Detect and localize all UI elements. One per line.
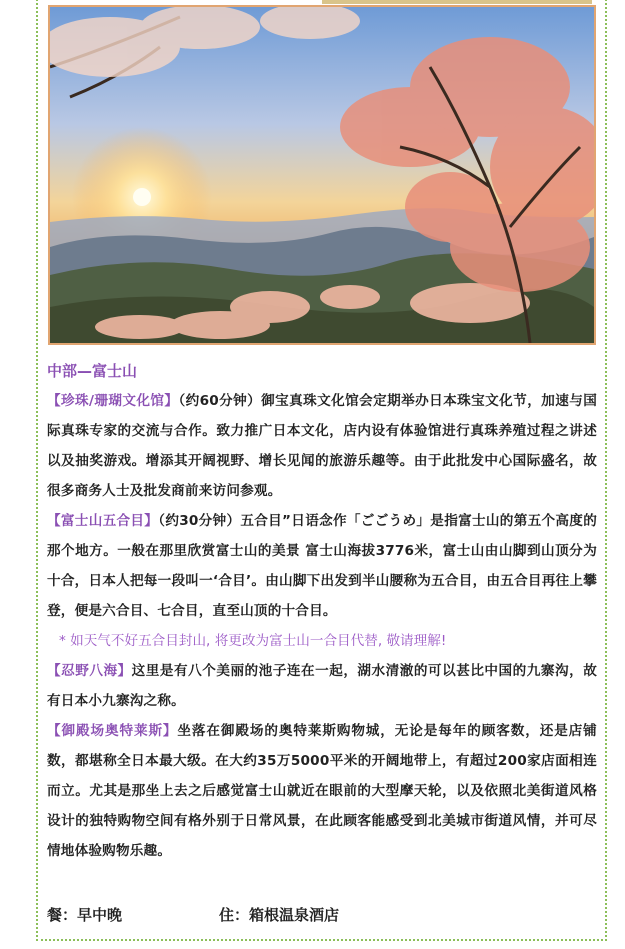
item-pearl-museum [47,386,597,506]
meal-info: 餐：早中晚 [47,906,123,924]
cherry-blossom-photo [48,5,596,345]
landscape-photo-icon [50,7,594,343]
item-text: 坐落在御殿场的奥特莱斯购物城，无论是每年的顾客数，还是店铺数，都堪称全日本最大级。在大约35万5000平米的开阔地带上，有超过200家店面相连而立。尤其是那坐上去之后感觉富士山就近在眼前的大型摩天轮，以及依照北美街道风格设计的独特购物空间有格外别于日常风景，在此顾客能感受到北美城市街道风情，并可尽情地体验购物乐趣。 [47,723,597,859]
itinerary-content [47,358,597,866]
item-oshino-hakkai [47,656,597,716]
weather-note: * 如天气不好五合目封山, 将更改为富士山一合目代替, 敬请理解! [59,633,447,649]
item-text: 这里是有八个美丽的池子连在一起，湖水清澈的可以甚比中国的九寨沟，故有日本小九寨沟之称。 [47,663,597,709]
footer-info [47,902,339,928]
item-tag: 【珍珠/珊瑚文化馆】 [47,393,179,409]
item-text: （约30分钟）五合目”日语念作「ごごうめ」是指富士山的第五个高度的那个地方。一般在那里欣赏富士山的美景 富士山海拔3776米，富士山由山脚到山顶分为十合，日本人把每一段叫一‘合目’。由山脚下出发到半山腰称为五合目，由五合目再往上攀登，便是六合目、七合目，直至山顶的十合目。 [47,513,597,619]
item-tag: 【御殿场奥特莱斯】 [47,723,178,739]
section-title: 中部—富士山 [47,362,138,380]
item-tag: 【忍野八海】 [47,663,132,679]
item-fuji-fifth-station [47,506,597,626]
item-gotemba-outlets [47,716,597,866]
top-decoration-strip [322,0,592,4]
item-text: （约60分钟）御宝真珠文化馆会定期举办日本珠宝文化节，加速与国际真珠专家的交流与合作。致力推广日本文化，店内设有体验馆进行真珠养殖过程之讲述以及抽奖游戏。增添其开阔视野、增长见闻的旅游乐趣等。由于此批发中心国际盛名，故很多商务人士及批发商前来访问参观。 [47,393,597,499]
hotel-info: 住：箱根温泉酒店 [219,906,340,924]
item-tag: 【富士山五合目】 [47,513,159,529]
